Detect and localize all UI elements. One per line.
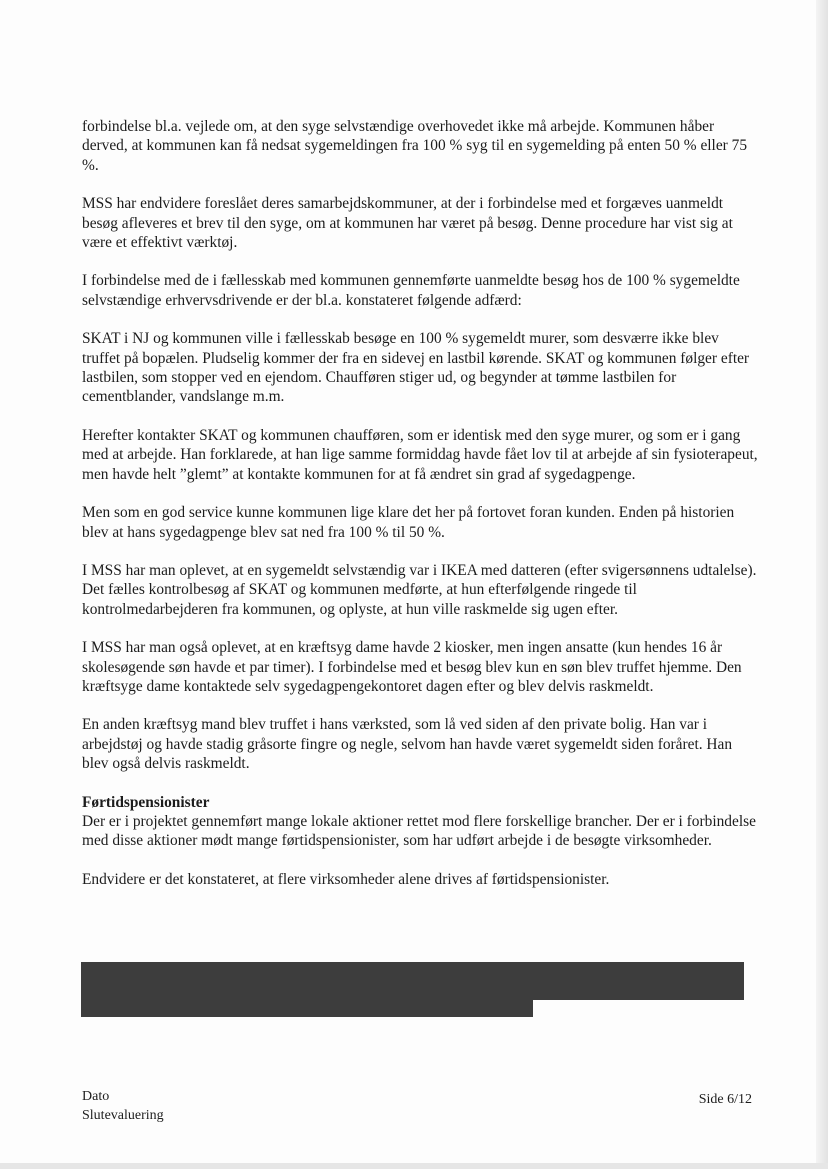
footer-doc-title: Slutevaluering: [82, 1108, 164, 1123]
paragraph-3: I forbindelse med de i fællesskab med kommunen gennemførte uanmeldte besøg hos de 100 % sygemeldte selvstændige erhvervsdrivende er der bl.a. konstateret følgende adfærd:: [82, 272, 740, 309]
section-heading: Førtidspensionister: [82, 793, 210, 811]
paragraph-4: SKAT i NJ og kommunen ville i fællesskab besøge en 100 % sygemeldt murer, som desværre ikke blev truffet på bopælen. Pludselig kommer der fra en sidevej en lastbil kørende. SKAT og kommunen følger efter lastbilen, som stopper ved en ejendom. Chaufføren stiger ud, og begynder at tømme lastbilen for cementblander, vandslange m.m.: [82, 330, 750, 406]
document-body: [82, 117, 758, 908]
paragraph-7: I MSS har man oplevet, at en sygemeldt selvstændig var i IKEA med datteren (efter svigersønnens udtalelse). Det fælles kontrolbesøg af SKAT og kommunen medførte, at hun efterfølgende ringede til kontrolmedarbejderen fra kommunen, og oplyste, at hun ville raskmelde sig ugen efter.: [82, 561, 757, 618]
paragraph-2: MSS har endvidere foreslået deres samarbejdskommuner, at der i forbindelse med et forgæves uanmeldt besøg afleveres et brev til den syge, om at kommunen har været på besøg. Denne procedure har vist sig at være et effektivt værktøj.: [82, 195, 733, 252]
footer-page-number: Side 6/12: [698, 1092, 752, 1107]
footer-left: [82, 1087, 164, 1125]
redaction-bar: [81, 998, 533, 1017]
paragraph-9: En anden kræftsyg mand blev truffet i hans værksted, som lå ved siden af den private bolig. Han var i arbejdstøj og havde stadig gråsorte fingre og negle, selvom han havde været sygemeldt siden foråret. Han blev også delvis raskmeldt.: [82, 716, 733, 773]
section-paragraph-2: Endvidere er det konstateret, at flere virksomheder alene drives af førtidspensionister.: [82, 870, 610, 888]
redaction-bar: [81, 962, 744, 1000]
paragraph-8: I MSS har man også oplevet, at en kræftsyg dame havde 2 kiosker, men ingen ansatte (kun hendes 16 år skolesøgende søn havde et par timer). I forbindelse med et besøg blev kun en søn blev truffet hjemme. Den kræftsyge dame kontaktede selv sygedagpengekontoret dagen efter og blev delvis raskmeldt.: [82, 639, 742, 695]
paragraph-5: Herefter kontakter SKAT og kommunen chaufføren, som er identisk med den syge murer, og som er i gang med at arbejde. Han forklarede, at han lige samme formiddag havde fået lov til at arbejde af sin fysioterapeut, men havde helt ”glemt” at kontakte kommunen for at få ændret sin grad af sygedagpenge.: [82, 426, 758, 483]
scan-edge-right: [816, 0, 828, 1169]
footer-date-label: Dato: [82, 1089, 110, 1104]
paragraph-1: forbindelse bl.a. vejlede om, at den syge selvstændige overhovedet ikke må arbejde. Kommunen håber derved, at kommunen kan få nedsat sygemeldingen fra 100 % syg til en sygemelding på enten 50 % eller 75 %.: [82, 118, 748, 174]
scan-edge-bottom: [0, 1163, 828, 1169]
paragraph-6: Men som en god service kunne kommunen lige klare det her på fortovet foran kunden. Enden på historien blev at hans sygedagpenge blev sat ned fra 100 % til 50 %.: [82, 504, 735, 541]
section-paragraph-1: Der er i projektet gennemført mange lokale aktioner rettet mod flere forskellige brancher. Der er i forbindelse med disse aktioner mødt mange førtidspensionister, som har udført arbejde i de besøgte virksomheder.: [82, 812, 756, 850]
